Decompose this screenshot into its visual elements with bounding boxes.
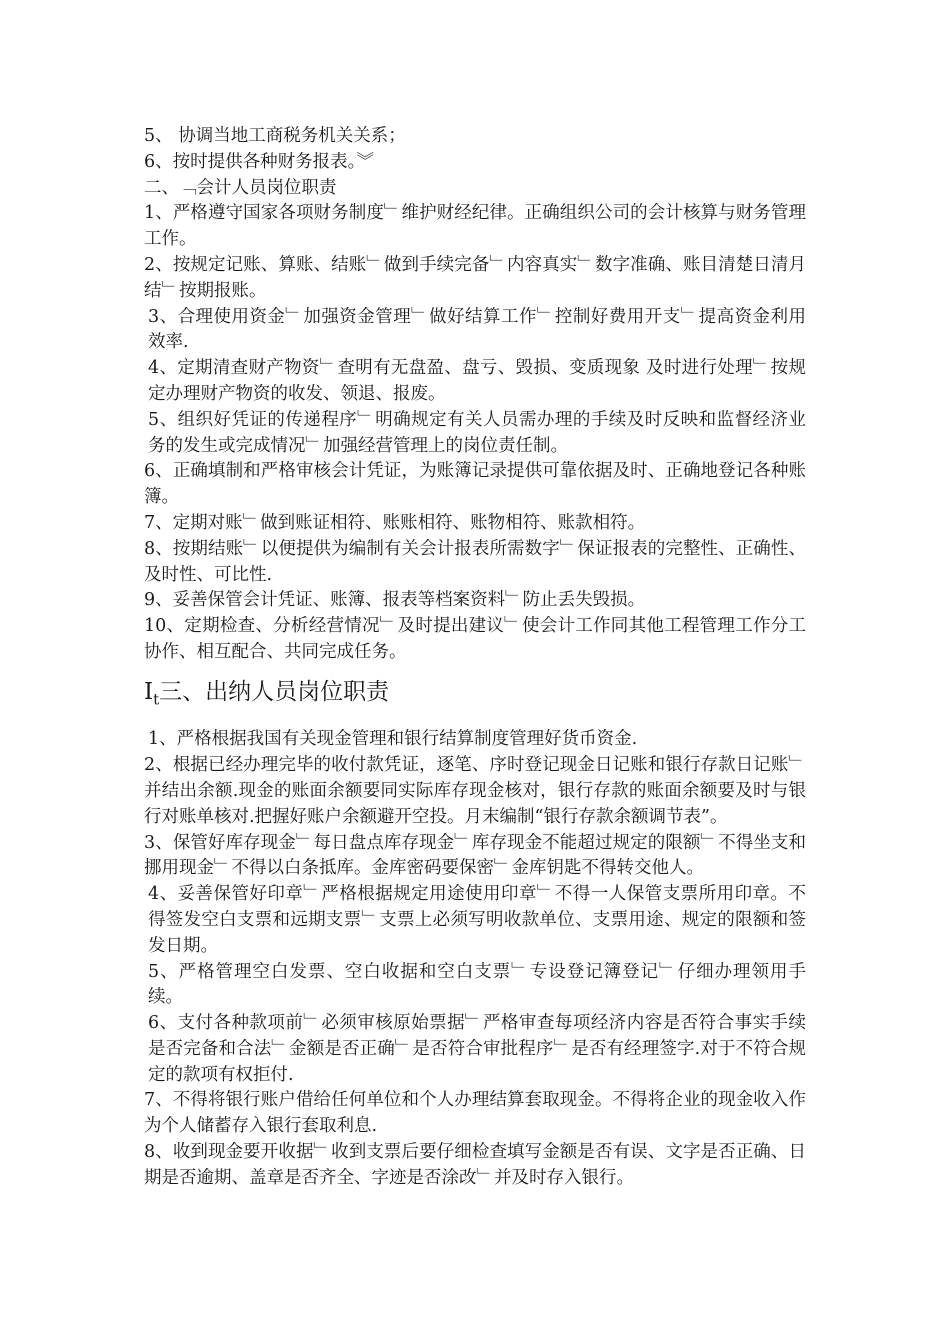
accounting-duty-9: 9、妥善保管会计凭证、账簿、报表等档案资料﹂防止丢失毁损。: [144, 590, 646, 611]
heading-prefix-mark: I: [144, 678, 154, 705]
accounting-duty-2: 2、按规定记账、算账、结账﹂做到手续完备﹂内容真实﹂数字准确、账目清楚日清月结﹂按期报账。: [144, 254, 806, 301]
cashier-duty-1: 1、严格根据我国有关现金管理和银行结算制度管理好货币资金.: [148, 729, 638, 750]
accounting-duty-8: 8、按期结账﹂以便提供为编制有关会计报表所需数字﹂保证报表的完整性、正确性、及时性、可比性.: [144, 538, 806, 585]
cashier-duty-2: 2、根据已经办理完毕的收付款凭证，逐笔、序时登记现金日记账和银行存款日记账﹂并结出余额.现金的账面余额要同实际库存现金核对，银行存款的账面余额要及时与银行对账单核对.把握好账户余额避开空投。月末编制“银行存款余额调节表”。: [144, 755, 806, 827]
document-page: [144, 124, 806, 1192]
section-3-title: 三、出纳人员岗位职责: [159, 678, 390, 705]
section-2-heading: 二、﹁会计人员岗位职责: [144, 177, 337, 198]
cashier-duty-8: 8、收到现金要开收据﹂收到支票后要仔细检查填写金额是否有误、文字是否正确、日期是否逾期、盖章是否齐全、字迹是否涂改﹂并及时存入银行。: [144, 1142, 806, 1188]
heading-prefix-sub: t: [153, 690, 160, 709]
cashier-duty-4: 4、妥善保管好印章﹂严格根据规定用途使用印章﹂不得一人保管支票所用印章。不得签发空白支票和远期支票﹂支票上必须写明收款单位、支票用途、规定的限额和签发日期。: [148, 884, 806, 956]
accounting-duty-6: 6、正确填制和严格审核会计凭证，为账簿记录提供可靠依据及时、正确地登记各种账簿。: [144, 461, 806, 508]
item-5-tax-relations: 5、 协调当地工商税务机关关系；: [144, 126, 406, 146]
accounting-duty-1: 1、严格遵守国家各项财务制度﹂维护财经纪律。正确组织公司的会计核算与财务管理工作。: [144, 203, 806, 250]
section-3-heading: [144, 672, 806, 720]
accounting-duty-4: 4、定期清查财产物资﹂查明有无盘盈、盘亏、毁损、变质现象 及时进行处理﹂按规定办理财产物资的收发、领退、报废。: [148, 358, 806, 404]
item-6-financial-reports: 6、按时提供各种财务报表。︾: [144, 151, 374, 172]
cashier-duty-7: 7、不得将银行账户借给任何单位和个人办理结算套取现金。不得将企业的现金收入作为个人储蓄存入银行套取利息.: [144, 1090, 806, 1137]
accounting-duty-3: 3、合理使用资金﹂加强资金管理﹂做好结算工作﹂控制好费用开支﹂提高资金利用效率.: [148, 306, 806, 353]
cashier-duty-5: 5、严格管理空白发票、空白收据和空白支票﹂专设登记簿登记﹂仔细办理领用手续。: [148, 961, 806, 1008]
accounting-duty-5: 5、组织好凭证的传递程序﹂明确规定有关人员需办理的手续及时反映和监督经济业务的发生或完成情况﹂加强经营管理上的岗位责任制。: [148, 409, 806, 456]
cashier-duty-3: 3、保管好库存现金﹂每日盘点库存现金﹂库存现金不能超过规定的限额﹂不得坐支和挪用现金﹂不得以白条抵库。金库密码要保密﹂金库钥匙不得转交他人。: [144, 832, 806, 879]
cashier-duty-6: 6、支付各种款项前﹂必须审核原始票据﹂严格审查每项经济内容是否符合事实手续是否完备和合法﹂金额是否正确﹂是否符合审批程序﹂是否有经理签字.对于不符合规定的款项有权拒付.: [148, 1013, 806, 1085]
accounting-duty-10: 10、定期检查、分析经营情况﹂及时提出建议﹂使会计工作同其他工程管理工作分工协作、相互配合、共同完成任务。: [144, 616, 806, 662]
accounting-duty-7: 7、定期对账﹂做到账证相符、账账相符、账物相符、账款相符。: [144, 512, 646, 533]
